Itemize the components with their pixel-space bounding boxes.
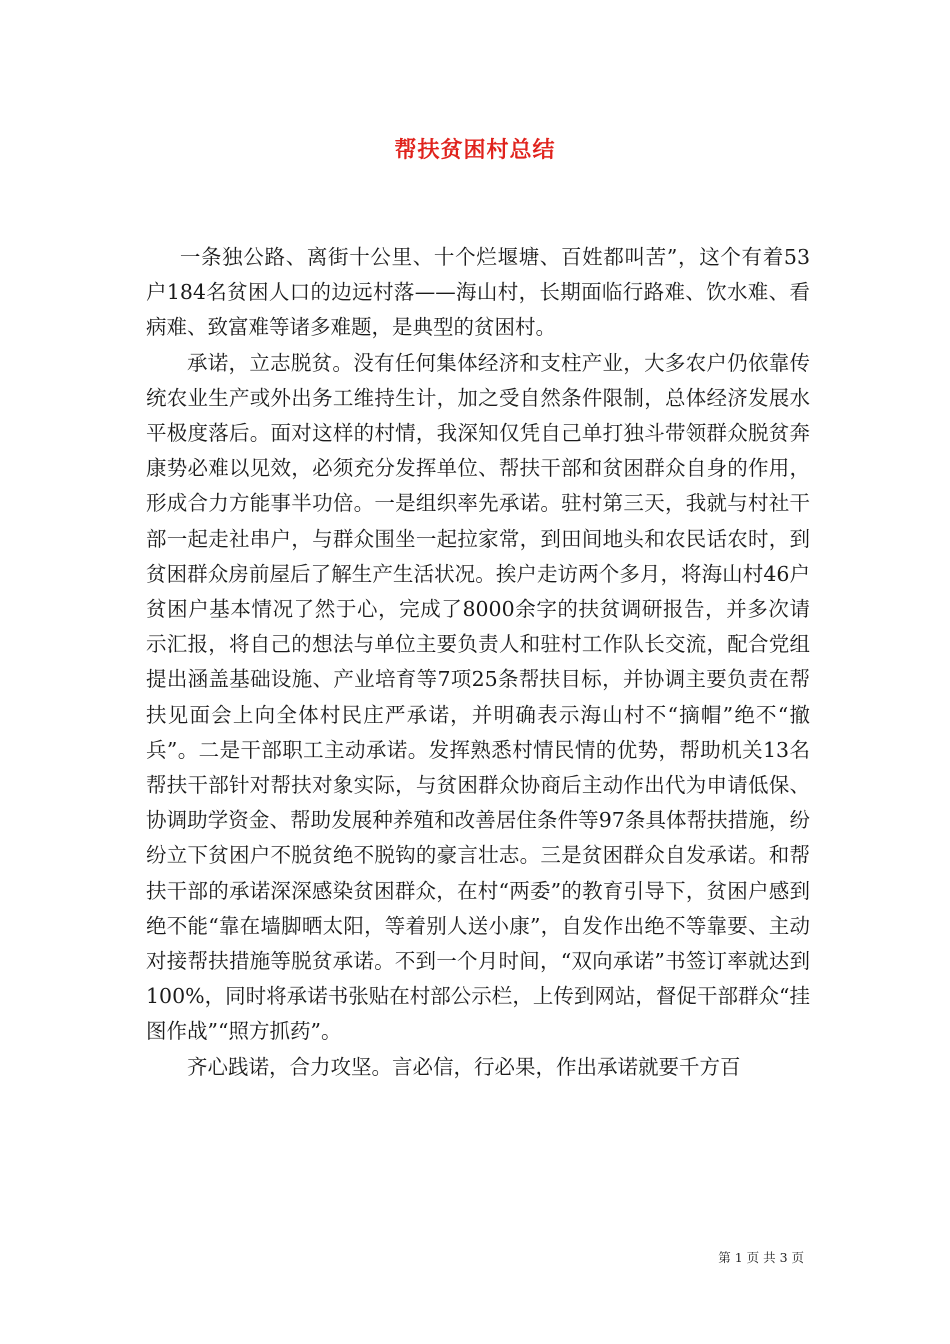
paragraph: 齐心践诺，合力攻坚。言必信，行必果，作出承诺就要千方百	[187, 1054, 741, 1079]
paragraph: 承诺，立志脱贫。没有任何集体经济和支柱产业，大多农户仍依靠传统农业生产或外出务工维持生计，加之受自然条件限制，总体经济发展水平极度落后。面对这样的村情，我深知仅凭自己单打独斗带领群众脱贫奔康势必难以见效，必须充分发挥单位、帮扶干部和贫困群众自身的作用，形成合力方能事半功倍。一是组织率先承诺。驻村第三天，我就与村社干部一起走社串户，与群众围坐一起拉家常，到田间地头和农民话农时，到贫困群众房前屋后了解生产生活状况。挨户走访两个多月，将海山村46户贫困户基本情况了然于心，完成了8000余字的扶贫调研报告，并多次请示汇报，将自己的想法与单位主要负责人和驻村工作队长交流，配合党组提出涵盖基础设施、产业培育等7项25条帮扶目标，并协调主要负责在帮扶见面会上向全体村民庄严承诺，并明确表示海山村不“摘帽”绝不“撤兵”。二是干部职工主动承诺。发挥熟悉村情民情的优势，帮助机关13名帮扶干部针对帮扶对象实际，与贫困群众协商后主动作出代为申请低保、协调助学资金、帮助发展种养殖和改善居住条件等97条具体帮扶措施，纷纷立下贫困户不脱贫绝不脱钩的豪言壮志。三是贫困群众自发承诺。和帮扶干部的承诺深深感染贫困群众，在村“两委”的教育引导下，贫困户感到绝不能“靠在墙脚晒太阳，等着别人送小康”，自发作出绝不等靠要、主动对接帮扶措施等脱贫承诺。不到一个月时间，“双向承诺”书签订率就达到100%，同时将承诺书张贴在村部公示栏，上传到网站，督促干部群众“挂图作战”“照方抓药”。	[146, 350, 810, 1044]
document-title: 帮扶贫困村总结	[394, 137, 556, 163]
page-number: 第 1 页 共 3 页	[718, 1250, 804, 1265]
document-body	[146, 240, 810, 1085]
paragraph: 一条独公路、离街十公里、十个烂堰塘、百姓都叫苦”，这个有着53户184名贫困人口的边远村落——海山村，长期面临行路难、饮水难、看病难、致富难等诸多难题，是典型的贫困村。	[146, 245, 810, 340]
